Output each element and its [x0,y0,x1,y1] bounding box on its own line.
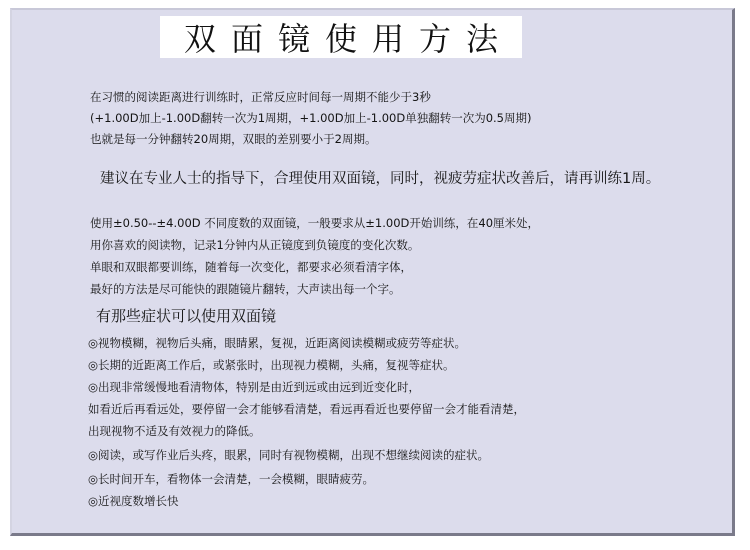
recommendation-text: 建议在专业人士的指导下，合理使用双面镜，同时，视疲劳症状改善后，请再训练1周。 [100,171,661,187]
paragraph1-line-2: (+1.00D加上-1.00D翻转一次为1周期，+1.00D加上-1.00D单独翻转一次为0.5周期) [90,111,532,125]
paragraph2-line-1: 使用±0.50--±4.00D 不同度数的双面镜，一般要求从±1.00D开始训练，在40厘米处， [90,216,540,230]
title-banner [160,16,522,58]
paragraph1-line-3: 也就是每一分钟翻转20周期，双眼的差别要小于2周期。 [90,132,377,146]
symptom-line-4: 如看近后再看远处，要停留一会才能够看清楚，看远再看近也要停留一会才能看清楚， [88,402,525,416]
paragraph1-line-1: 在习惯的阅读距离进行训练时，正常反应时间每一周期不能少于3秒 [90,90,431,104]
symptom-line-2: ◎长期的近距离工作后，或紧张时，出现视力模糊，头痛，复视等症状。 [88,358,455,372]
paragraph2-line-4: 最好的方法是尽可能快的跟随镜片翻转，大声读出每一个字。 [90,282,401,296]
paragraph2-line-3: 单眼和双眼都要训练，随着每一次变化，都要求必须看清字体， [90,260,412,274]
symptoms-heading: 有那些症状可以使用双面镜 [96,307,277,325]
symptom-line-7: ◎长时间开车，看物体一会清楚，一会模糊，眼睛疲劳。 [88,472,375,486]
symptom-line-8: ◎近视度数增长快 [88,494,179,508]
symptom-line-1: ◎视物模糊，视物后头痛，眼睛累，复视，近距离阅读模糊或疲劳等症状。 [88,336,467,350]
symptom-line-6: ◎阅读，或写作业后头疼，眼累，同时有视物模糊，出现不想继续阅读的症状。 [88,448,490,462]
instruction-card [10,8,735,536]
symptom-line-5: 出现视物不适及有效视力的降低。 [88,424,261,438]
page-title: 双面镜使用方法 [183,20,513,58]
paragraph2-line-2: 用你喜欢的阅读物，记录1分钟内从正镜度到负镜度的变化次数。 [90,238,420,252]
symptom-line-3: ◎出现非常缓慢地看清物体，特别是由近到远或由远到近变化时， [88,380,421,394]
